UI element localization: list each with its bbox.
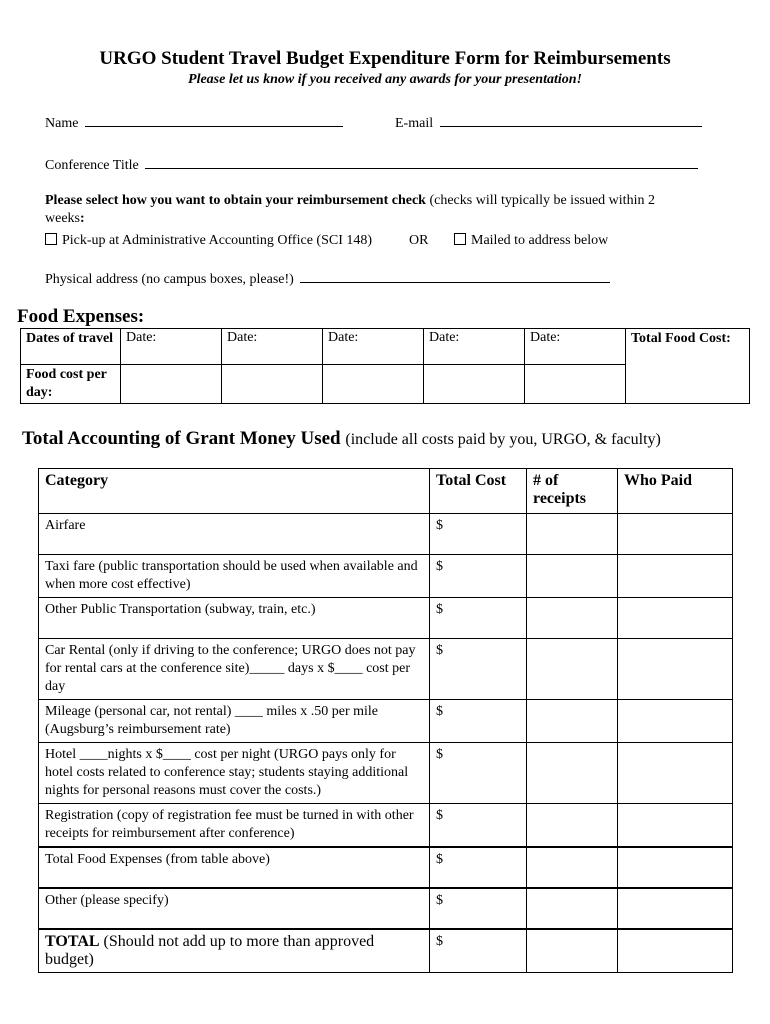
- food-cost-cell-3[interactable]: [323, 365, 424, 404]
- total-food-cost-label[interactable]: Total Food Cost:: [626, 329, 750, 404]
- date-cell-4[interactable]: Date:: [424, 329, 525, 365]
- email-field[interactable]: [440, 114, 702, 127]
- category-cell: Mileage (personal car, not rental) ____ miles x .50 per mile (Augsburg’s reimbursement rate): [39, 700, 430, 743]
- reimbursement-weeks: weeks: [45, 211, 80, 226]
- total-bold-label: TOTAL: [45, 933, 100, 950]
- receipts-cell[interactable]: [527, 639, 618, 700]
- who-paid-cell[interactable]: [618, 598, 733, 639]
- reimbursement-bold-text: Please select how you want to obtain your reimbursement check: [45, 193, 426, 208]
- grant-heading-text: Total Accounting of Grant Money Used: [22, 428, 341, 449]
- conference-label: Conference Title: [45, 158, 139, 173]
- pickup-label: Pick-up at Administrative Accounting Office (SCI 148): [62, 233, 373, 248]
- pickup-option[interactable]: [45, 233, 372, 249]
- table-row-total: [39, 929, 733, 973]
- category-cell: Airfare: [39, 514, 430, 555]
- col-header-who-paid: Who Paid: [618, 469, 733, 514]
- address-label: Physical address (no campus boxes, please!): [45, 272, 294, 287]
- mail-option[interactable]: [454, 233, 608, 249]
- food-cost-per-day-label: Food cost per day:: [21, 365, 121, 404]
- category-cell: Registration (copy of registration fee must be turned in with other receipts for reimbursement after conference): [39, 804, 430, 848]
- address-field[interactable]: [300, 270, 610, 283]
- table-row: [39, 639, 733, 700]
- who-paid-cell[interactable]: [618, 555, 733, 598]
- cost-cell[interactable]: $: [430, 888, 527, 929]
- who-paid-cell[interactable]: [618, 700, 733, 743]
- conference-row: [45, 156, 698, 174]
- conference-field[interactable]: [145, 156, 698, 169]
- table-row: [21, 329, 750, 365]
- date-cell-3[interactable]: Date:: [323, 329, 424, 365]
- name-label: Name: [45, 116, 79, 131]
- or-text: OR: [409, 233, 429, 248]
- table-row: [39, 743, 733, 804]
- who-paid-cell[interactable]: [618, 847, 733, 888]
- date-cell-5[interactable]: Date:: [525, 329, 626, 365]
- col-header-receipts: # of receipts: [527, 469, 618, 514]
- food-cost-cell-5[interactable]: [525, 365, 626, 404]
- form-subtitle: Please let us know if you received any awards for your presentation!: [188, 72, 582, 87]
- receipts-cell[interactable]: [527, 555, 618, 598]
- mail-label: Mailed to address below: [471, 233, 609, 248]
- reimbursement-colon: :: [80, 211, 85, 226]
- category-cell: Taxi fare (public transportation should be used when available and when more cost effective): [39, 555, 430, 598]
- food-cost-cell-4[interactable]: [424, 365, 525, 404]
- table-row: [39, 598, 733, 639]
- category-cell: Other Public Transportation (subway, train, etc.): [39, 598, 430, 639]
- pickup-checkbox[interactable]: [45, 233, 57, 245]
- cost-cell[interactable]: $: [430, 514, 527, 555]
- food-expenses-heading: Food Expenses:: [17, 306, 145, 327]
- grant-money-table: [38, 468, 733, 973]
- date-cell-1[interactable]: Date:: [121, 329, 222, 365]
- reimbursement-note: (checks will typically be issued within 2: [425, 193, 655, 208]
- email-label: E-mail: [395, 116, 434, 131]
- dates-of-travel-label: Dates of travel: [21, 329, 121, 365]
- who-paid-cell[interactable]: [618, 514, 733, 555]
- grant-heading-note: (include all costs paid by you, URGO, & faculty): [345, 431, 661, 448]
- reimbursement-instructions: [45, 193, 655, 209]
- receipts-cell[interactable]: [527, 804, 618, 848]
- who-paid-cell[interactable]: [618, 743, 733, 804]
- email-row: [395, 114, 702, 132]
- food-expenses-table: [20, 328, 750, 404]
- table-row: [39, 888, 733, 929]
- cost-cell[interactable]: $: [430, 847, 527, 888]
- category-cell: Car Rental (only if driving to the conference; URGO does not pay for rental cars at the conference site)_____ days x $____ cost per day: [39, 639, 430, 700]
- who-paid-cell[interactable]: [618, 804, 733, 848]
- receipts-cell[interactable]: [527, 514, 618, 555]
- table-row: [39, 804, 733, 848]
- col-header-category: Category: [39, 469, 430, 514]
- receipts-cell[interactable]: [527, 888, 618, 929]
- name-row: [45, 114, 343, 132]
- cost-cell[interactable]: $: [430, 639, 527, 700]
- who-paid-cell[interactable]: [618, 639, 733, 700]
- category-cell: Hotel ____nights x $____ cost per night (URGO pays only for hotel costs related to conference stay; students staying additional nights for personal reasons must cover the costs.): [39, 743, 430, 804]
- mail-checkbox[interactable]: [454, 233, 466, 245]
- food-cost-cell-1[interactable]: [121, 365, 222, 404]
- table-row: [39, 555, 733, 598]
- address-row: [45, 270, 610, 288]
- cost-cell[interactable]: $: [430, 804, 527, 848]
- receipts-cell[interactable]: [527, 847, 618, 888]
- total-note: (Should not add up to more than approved budget): [45, 933, 375, 968]
- food-cost-cell-2[interactable]: [222, 365, 323, 404]
- table-row: [39, 700, 733, 743]
- form-title: URGO Student Travel Budget Expenditure Form for Reimbursements: [99, 48, 671, 69]
- total-cost-cell[interactable]: $: [430, 929, 527, 973]
- col-header-total-cost: Total Cost: [430, 469, 527, 514]
- table-row: [39, 847, 733, 888]
- who-paid-cell[interactable]: [618, 929, 733, 973]
- who-paid-cell[interactable]: [618, 888, 733, 929]
- table-row: [39, 514, 733, 555]
- cost-cell[interactable]: $: [430, 743, 527, 804]
- total-label-cell: [39, 929, 430, 973]
- cost-cell[interactable]: $: [430, 598, 527, 639]
- category-cell: Total Food Expenses (from table above): [39, 847, 430, 888]
- table-header-row: [39, 469, 733, 514]
- receipts-cell[interactable]: [527, 700, 618, 743]
- cost-cell[interactable]: $: [430, 555, 527, 598]
- reimbursement-line2: [45, 211, 85, 227]
- receipts-cell[interactable]: [527, 743, 618, 804]
- category-cell: Other (please specify): [39, 888, 430, 929]
- cost-cell[interactable]: $: [430, 700, 527, 743]
- grant-money-heading: [22, 428, 661, 450]
- receipts-cell[interactable]: [527, 598, 618, 639]
- name-field[interactable]: [85, 114, 343, 127]
- receipts-cell[interactable]: [527, 929, 618, 973]
- date-cell-2[interactable]: Date:: [222, 329, 323, 365]
